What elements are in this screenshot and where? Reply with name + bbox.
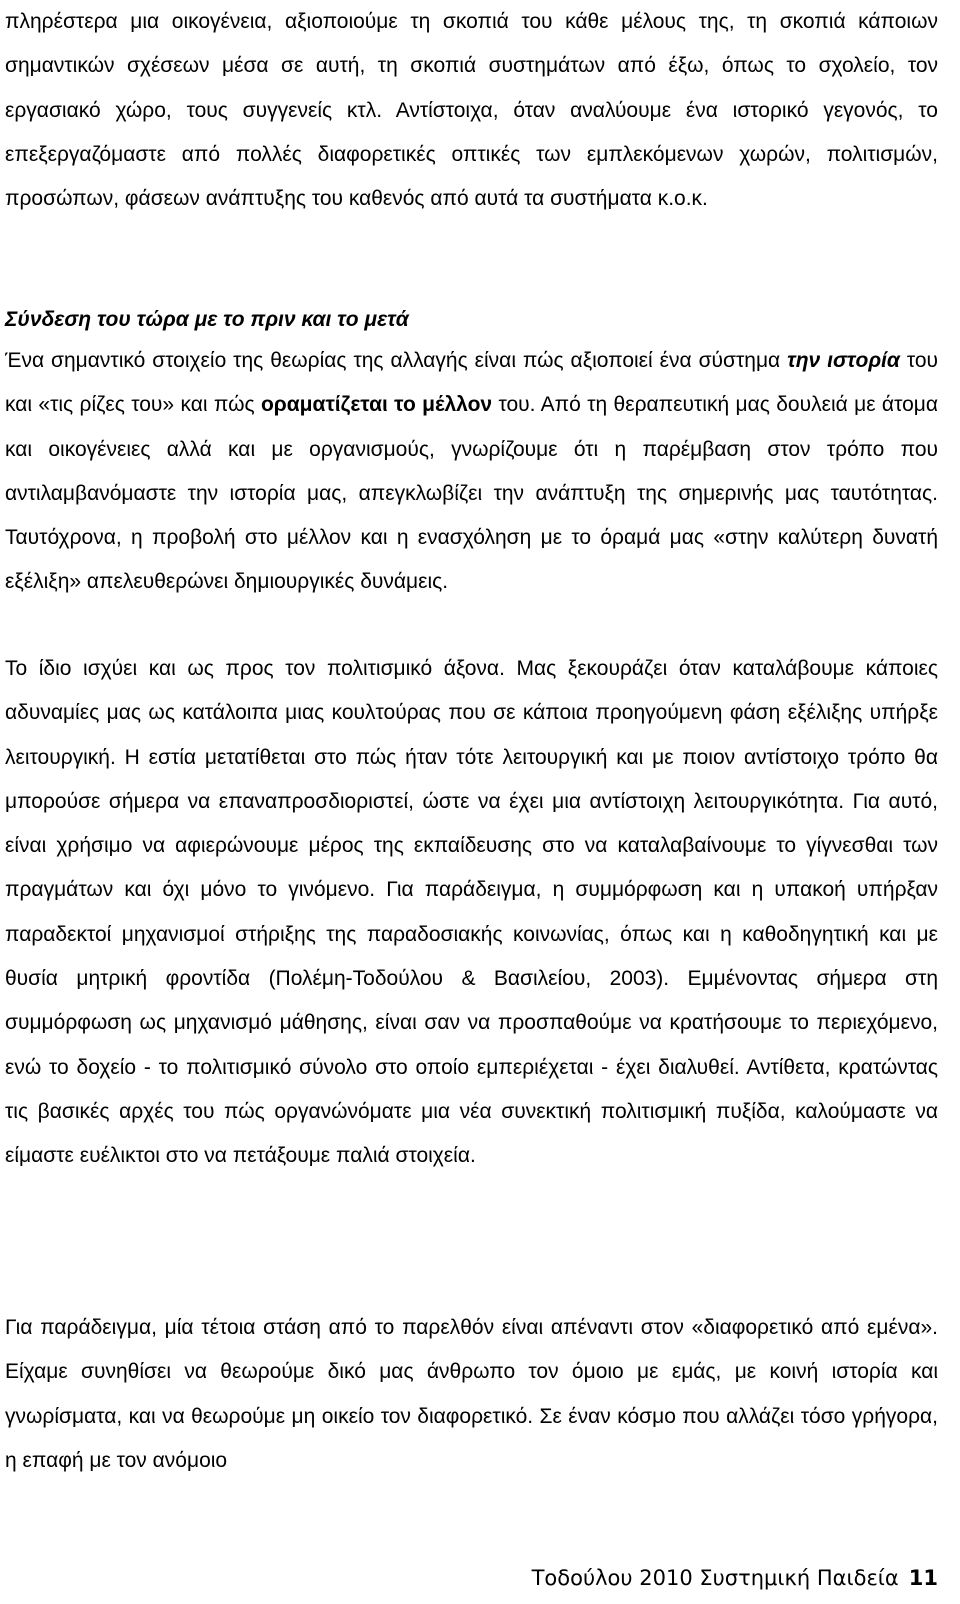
emphasis-future: οραματίζεται το μέλλον [260, 393, 493, 417]
page-footer [532, 1563, 938, 1593]
section-heading: Σύνδεση του τώρα με το πριν και το μετά [5, 308, 409, 331]
emphasis-history: την ιστορία [787, 349, 900, 372]
page-number: 11 [908, 1566, 938, 1590]
paragraph-4: Για παράδειγμα, μία τέτοια στάση από το παρελθόν είναι απέναντι στον «διαφορετικό από εμένα». Είχαμε συνηθίσει να θεωρούμε δικό μας άνθρωπο τον όμοιο με εμάς, με κοινή ιστορία και γνωρίσματα, και να θεωρούμε μη οικείο τον διαφορετικό. Σε έναν κόσμο που αλλάζει τόσο γρήγορα, η επαφή με τον ανόμοιο [5, 1316, 938, 1472]
paragraph-3: Το ίδιο ισχύει και ως προς τον πολιτισμικό άξονα. Μας ξεκουράζει όταν καταλάβουμε κάποιες αδυναμίες μας ως κατάλοιπα μιας κουλτούρας που σε κάποια προηγούμενη φάση εξέλιξης υπήρξε λειτουργική. Η εστία μετατίθεται στο πώς ήταν τότε λειτουργική και με ποιον αντίστοιχο τρόπο θα μπορούσε σήμερα να επαναπροσδιοριστεί, ώστε να έχει μια αντίστοιχη λειτουργικότητα. Για αυτό, είναι χρήσιμο να αφιερώνουμε μέρος της εκπαίδευσης στο να καταλαβαίνουμε το γίγνεσθαι των πραγμάτων και όχι μόνο το γινόμενο. Για παράδειγμα, η συμμόρφωση και η υπακοή υπήρξαν παραδεκτοί μηχανισμοί στήριξης της παραδοσιακής κοινωνίας, όπως και η καθοδηγητική και με θυσία μητρική φροντίδα (Πολέμη-Τοδούλου & Βασιλείου, 2003). Εμμένοντας σήμερα στη συμμόρφωση ως μηχανισμό μάθησης, είναι σαν να προσπαθούμε να κρατήσουμε το περιεχόμενο, ενώ το δοχείο - το πολιτισμικό σύνολο στο οποίο εμπεριέχεται - έχει διαλυθεί. Αντίθετα, κρατώντας τις βασικές αρχές του πώς οργανώνόματε μια νέα συνεκτική πολιτισμική πυξίδα, καλούμαστε να είμαστε ευέλικτοι στο να πετάξουμε παλιά στοιχεία. [5, 657, 938, 1168]
paragraph-2-text-1: Ένα σημαντικό στοιχείο της θεωρίας της αλλαγής είναι πώς αξιοποιεί ένα σύστημα [5, 349, 788, 372]
paragraph-2 [5, 339, 938, 605]
paragraph-1: πληρέστερα μια οικογένεια, αξιοποιούμε τη σκοπιά του κάθε μέλους της, τη σκοπιά κάποιων σημαντικών σχέσεων μέσα σε αυτή, τη σκοπιά συστημάτων από έξω, όπως το σχολείο, τον εργασιακό χώρο, τους συγγενείς κτλ. Αντίστοιχα, όταν αναλύουμε ένα ιστορικό γεγονός, το επεξεργαζόμαστε από πολλές διαφορετικές οπτικές των εμπλεκόμενων χωρών, πολιτισμών, προσώπων, φάσεων ανάπτυξης του καθενός από αυτά τα συστήματα κ.ο.κ. [5, 10, 938, 211]
footer-text: Τοδούλου 2010 Συστημική Παιδεία [531, 1566, 899, 1590]
paragraph-2-text-2: του και «τις ρίζες του» και πώς [5, 349, 938, 417]
paragraph-2-text-3: του. Από τη θεραπευτική μας δουλειά με άτομα και οικογένειες αλλά και με οργανισμούς, γνωρίζουμε ότι η παρέμβαση στον τρόπο που αντιλαμβανόμαστε την ιστορία μας, απεγκλωβίζει την ανάπτυξη της σημερινής μας ταυτότητας. Ταυτόχρονα, η προβολή στο μέλλον και η ενασχόληση με το όραμά μας «στην καλύτερη δυνατή εξέλιξη» απελευθερώνει δημιουργικές δυνάμεις. [5, 393, 938, 594]
